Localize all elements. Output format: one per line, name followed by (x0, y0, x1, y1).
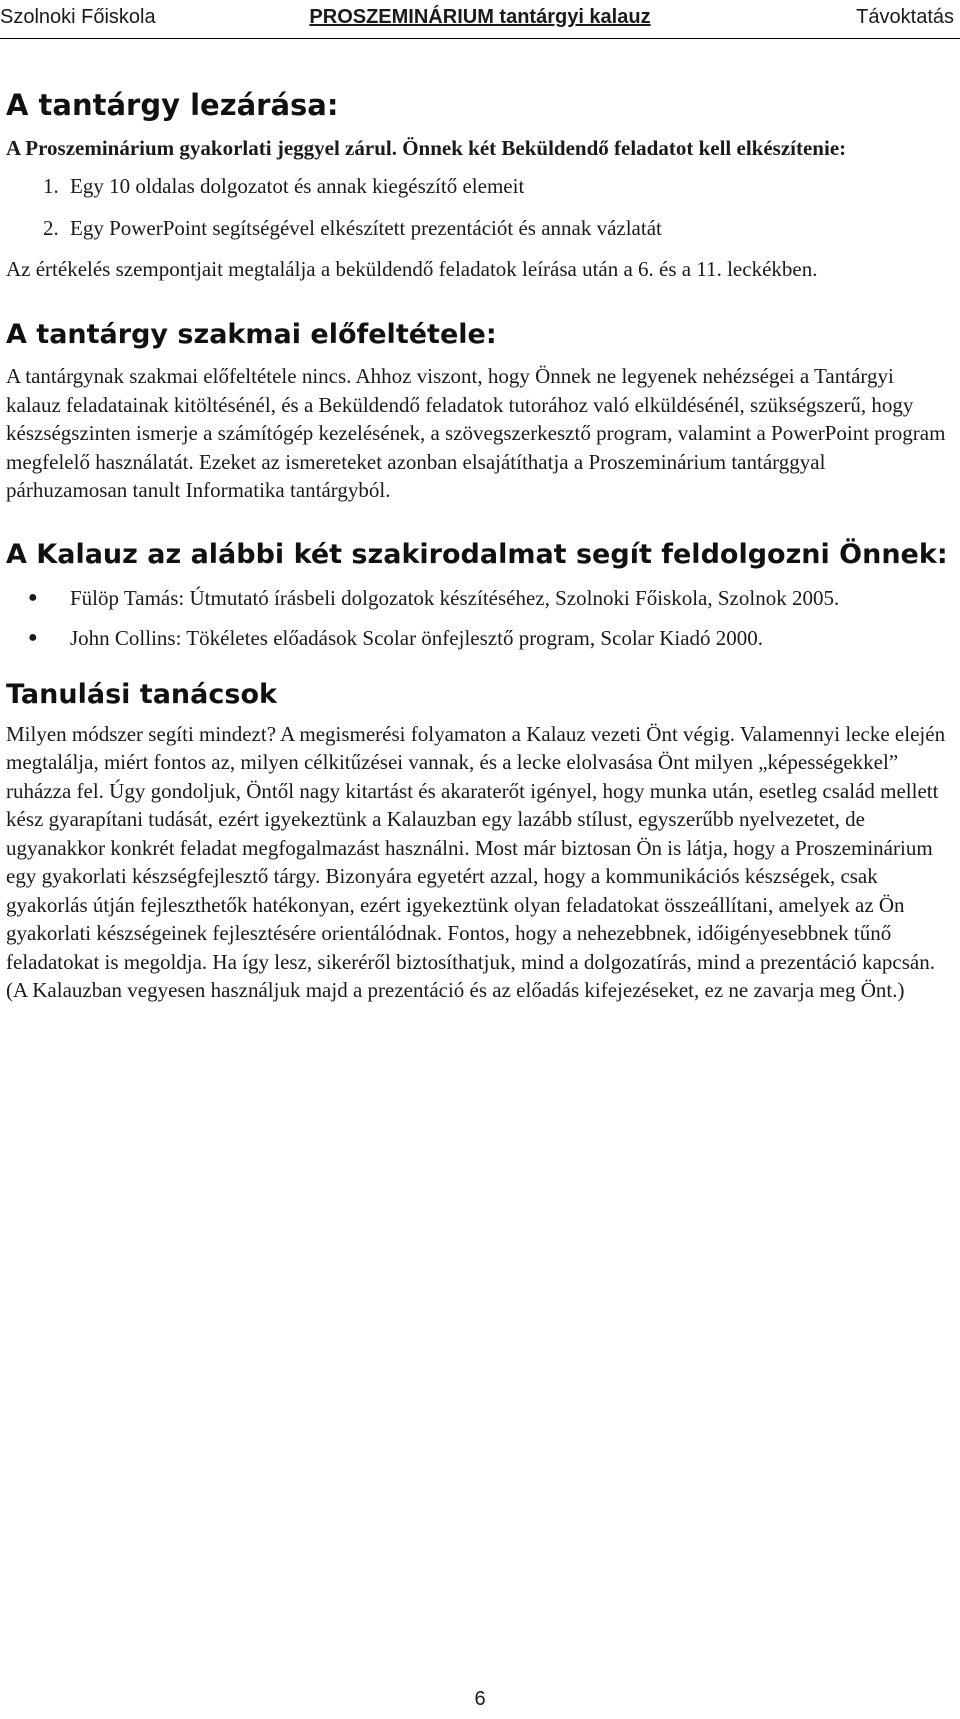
task-item-2: 2. Egy PowerPoint segítségével elkészített prezentációt és annak vázlatát (64, 214, 950, 243)
closing-lead: A Proszeminárium gyakorlati jeggyel zárul. Önnek két Beküldendő feladatot kell elkészítenie: (6, 136, 847, 160)
page-number: 6 (474, 1688, 486, 1710)
task-item-1: 1. Egy 10 oldalas dolgozatot és annak kiegészítő elemeit (64, 172, 950, 201)
task-list (6, 172, 950, 243)
bullet-icon: ● (28, 629, 38, 646)
prereq-text: A tantárgynak szakmai előfeltétele nincs. Ahhoz viszont, hogy Önnek ne legyenek nehézségei a Tantárgyi kalauz feladatainak kitöltésénél, és a Beküldendő feladatok tutorához való elküldésénél, szükségszerű, hogy készségszinten ismerje a számítógép kezelésének, a szövegszerkesztő program, valamint a PowerPoint program megfelelő használatát. Ezeket az ismereteket azonban elsajátíthatja a Proszeminárium tantárggyal párhuzamosan tanult Informatika tantárgyból. (6, 364, 946, 502)
literature-item-2 (28, 624, 950, 653)
evaluation-note: Az értékelés szempontjait megtalálja a beküldendő feladatok leírása után a 6. és a 11. leckékben. (6, 256, 818, 281)
literature-list (6, 584, 950, 653)
literature-text-1: Fülöp Tamás: Útmutató írásbeli dolgozatok készítéséhez, Szolnoki Főiskola, Szolnok 2005. (70, 585, 840, 610)
literature-text-2: John Collins: Tökéletes előadások Scolar önfejlesztő program, Scolar Kiadó 2000. (70, 626, 764, 650)
header-mode: Távoktatás (856, 6, 954, 28)
closing-heading: A tantárgy lezárása: (6, 88, 339, 122)
page-header (0, 0, 960, 39)
prereq-heading: A tantárgy szakmai előfeltétele: (6, 319, 497, 350)
advice-text: Milyen módszer segíti mindezt? A megismerési folyamaton a Kalauz vezeti Önt végig. Valamennyi lecke elején megtalálja, miért fontos az, milyen célkitűzései vannak, és a lecke elolvasása Önt milyen „képességekkel” ruházza fel. Úgy gondoljuk, Öntől nagy kitartást és akaraterőt igényel, hogy munka után, esetleg család mellett kész gyarapítani tudását, ezért igyekeztünk a Kalauzban egy lazább stílust, egyszerűbb nyelvezetet, de ugyanakkor konkrét feladat megfogalmazást használni. Most már biztosan Ön is látja, hogy a Proszeminárium egy gyakorlati készségfejlesztő tárgy. Bizonyára egyetért azzal, hogy a kommunikációs készségek, csak gyakorlás útján fejleszthetők hatékonyan, ezért igyekeztünk olyan feladatokat összeállítani, amelyek az Ön gyakorlati készségeinek fejlesztésére orientálódnak. Fontos, hogy a nehezebbnek, időigényesebbnek tűnő feladatokat is megoldja. Ha így lesz, sikeréről biztosíthatjuk, mind a dolgozatírás, mind a prezentáció kapcsán. (A Kalauzban vegyesen használjuk majd a prezentáció és az előadás kifejezéseket, ez ne zavarja meg Önt.) (6, 721, 946, 1002)
header-institution: Szolnoki Főiskola (0, 6, 156, 28)
bullet-icon: ● (28, 588, 38, 606)
header-title: PROSZEMINÁRIUM tantárgyi kalauz (309, 6, 651, 28)
literature-item-1 (28, 584, 950, 613)
advice-heading: Tanulási tanácsok (6, 678, 277, 710)
page-content (6, 80, 950, 1005)
literature-heading: A Kalauz az alábbi két szakirodalmat segít feldolgozni Önnek: (6, 538, 948, 570)
